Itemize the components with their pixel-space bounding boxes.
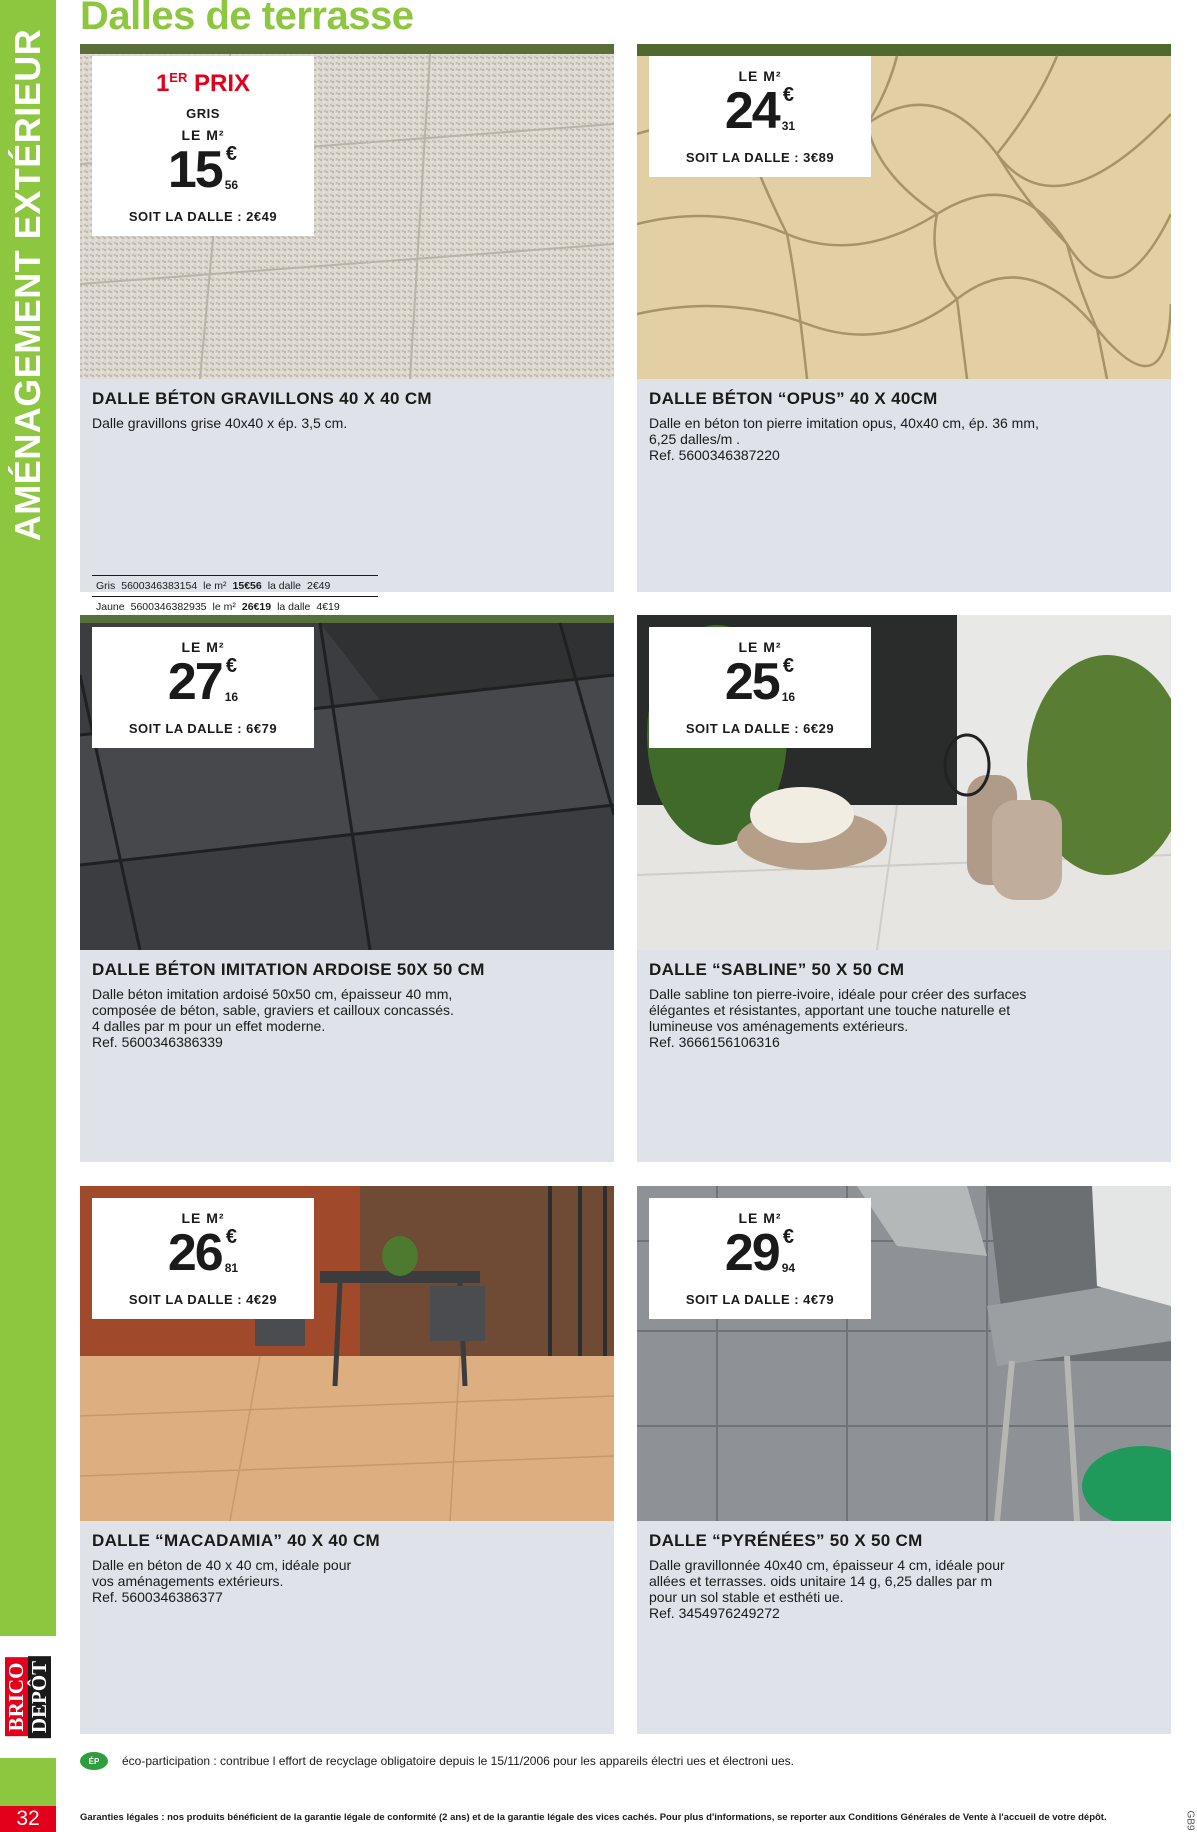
price-integer: 27: [167, 653, 222, 711]
price-box: [649, 56, 871, 177]
product-card-opus: [637, 44, 1171, 592]
per-piece-price: SOIT LA DALLE : 2€49: [128, 209, 278, 224]
per-piece-price: SOIT LA DALLE : 4€79: [685, 1292, 835, 1307]
product-description: Dalle gravillonnée 40x40 cm, épaisseur 4 cm, idéale pour allées et terrasses. oids unitaire 14 g, 6,25 dalles par m pour un sol stable et esthéti ue. Ref. 3454976249272: [649, 1557, 1005, 1621]
product-title: DALLE BÉTON GRAVILLONS 40 X 40 CM: [92, 389, 432, 408]
price: [649, 82, 871, 140]
price-cents: 16: [224, 690, 239, 704]
brico-depot-logo: [0, 1636, 56, 1758]
per-m2-label: LE M²: [181, 127, 225, 143]
price-cents: 56: [224, 178, 239, 192]
price: [649, 1224, 871, 1282]
product-title: DALLE “SABLINE” 50 X 50 CM: [649, 960, 905, 979]
product-description: Dalle béton imitation ardoisé 50x50 cm, épaisseur 40 mm, composée de béton, sable, graviers et cailloux concassés. 4 dalles par m pour un effet moderne. Ref. 5600346386339: [92, 986, 454, 1050]
price-integer: 24: [724, 82, 779, 140]
legal-guarantee-text: Garanties légales : nos produits bénéficient de la garantie légale de conformité (2 ans) et de la garantie légale des vices cachés. Pour plus d'informations, se reporter aux Conditions Générales de Vente à l'accueil de votre dépôt.: [80, 1812, 1107, 1823]
price-cents: 16: [781, 690, 796, 704]
product-card-gravillons: [80, 44, 614, 613]
eco-participation-icon: ÉP: [80, 1752, 108, 1770]
price-box: [649, 627, 871, 748]
per-piece-price: SOIT LA DALLE : 4€29: [128, 1292, 278, 1307]
price-cents: 81: [224, 1261, 239, 1275]
table-row: Gris 5600346383154 le m² 15€56 la dalle 2€49: [96, 580, 331, 592]
reference-table: [92, 575, 378, 618]
page-title: Dalles de terrasse: [80, 0, 414, 38]
page-number: 32: [0, 1806, 56, 1832]
price-integer: 25: [724, 653, 779, 711]
per-m2-label: LE M²: [181, 1210, 225, 1226]
product-description: Dalle gravillons grise 40x40 x ép. 3,5 cm.: [92, 415, 348, 431]
per-m2-label: LE M²: [181, 639, 225, 655]
variant-label: GRIS: [186, 106, 220, 121]
product-card-macadamia: [80, 1186, 614, 1734]
per-piece-price: SOIT LA DALLE : 6€29: [685, 721, 835, 736]
product-title: DALLE BÉTON “OPUS” 40 X 40CM: [649, 389, 938, 408]
price: [92, 1224, 314, 1282]
per-m2-label: LE M²: [738, 68, 782, 84]
per-piece-price: SOIT LA DALLE : 6€79: [128, 721, 278, 736]
price-box: [92, 56, 314, 236]
product-description: Dalle en béton de 40 x 40 cm, idéale pour vos aménagements extérieurs. Ref. 5600346386377: [92, 1557, 352, 1605]
currency-symbol: €: [225, 1226, 237, 1248]
currency-symbol: €: [782, 655, 794, 677]
product-title: DALLE BÉTON IMITATION ARDOISE 50X 50 CM: [92, 960, 485, 979]
logo-line-1: BRICO: [5, 1658, 28, 1737]
product-card-sabline: [637, 615, 1171, 1162]
page-code: GB9: [1184, 1810, 1196, 1831]
section-title: AMÉNAGEMENT EXTÉRIEUR: [7, 28, 48, 542]
currency-symbol: €: [225, 143, 237, 165]
per-piece-price: SOIT LA DALLE : 3€89: [685, 150, 835, 165]
per-m2-label: LE M²: [738, 1210, 782, 1226]
currency-symbol: €: [782, 84, 794, 106]
per-m2-label: LE M²: [738, 639, 782, 655]
price: [92, 141, 314, 199]
price-box: [92, 1198, 314, 1319]
price-integer: 29: [724, 1224, 779, 1282]
product-card-ardoise: [80, 615, 614, 1162]
eco-participation-text: éco-participation : contribue l effort de recyclage obligatoire depuis le 15/11/2006 pour les appareils électri ues et électroni ues.: [122, 1754, 794, 1768]
sidebar: [0, 0, 56, 1832]
eco-participation-note: [80, 1752, 794, 1770]
currency-symbol: €: [782, 1226, 794, 1248]
price-box: [92, 627, 314, 748]
product-card-pyrenees: [637, 1186, 1171, 1734]
logo-line-2: DEPÔT: [28, 1656, 51, 1738]
currency-symbol: €: [225, 655, 237, 677]
product-description: Dalle en béton ton pierre imitation opus, 40x40 cm, ép. 36 mm, 6,25 dalles/m . Ref. 5600346387220: [649, 415, 1039, 463]
first-price-badge: 1ER PRIX: [155, 70, 251, 97]
price: [92, 653, 314, 711]
price-cents: 31: [781, 119, 796, 133]
product-title: DALLE “MACADAMIA” 40 X 40 CM: [92, 1531, 380, 1550]
price: [649, 653, 871, 711]
product-description: Dalle sabline ton pierre-ivoire, idéale pour créer des surfaces élégantes et résistantes, apportant une touche naturelle et lumineuse vos aménagements extérieurs. Ref. 3666156106316: [649, 986, 1027, 1050]
table-row: Jaune 5600346382935 le m² 26€19 la dalle 4€19: [92, 596, 378, 617]
price-box: [649, 1198, 871, 1319]
price-cents: 94: [781, 1261, 796, 1275]
price-integer: 26: [167, 1224, 222, 1282]
price-integer: 15: [167, 141, 222, 199]
product-title: DALLE “PYRÉNÉES” 50 X 50 CM: [649, 1531, 923, 1550]
